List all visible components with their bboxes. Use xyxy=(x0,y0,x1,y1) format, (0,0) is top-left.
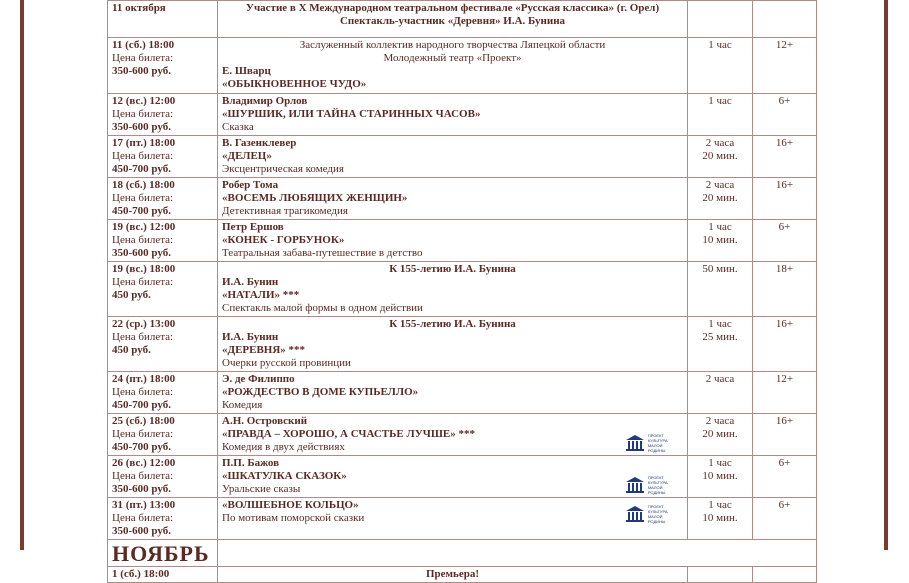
event-duration xyxy=(688,178,753,220)
event-title: «ДЕЛЕЦ» xyxy=(222,150,272,162)
event-genre: По мотивам поморской сказки xyxy=(222,512,365,524)
event-date-cell xyxy=(108,178,218,220)
event-row xyxy=(108,178,817,220)
event-info xyxy=(222,499,683,525)
event-title: «ПРАВДА – ХОРОШО, А СЧАСТЬЕ ЛУЧШЕ» *** xyxy=(222,428,476,440)
premiere-note: Премьера! xyxy=(425,568,480,580)
event-info-cell xyxy=(218,317,688,372)
logo-text-line: МАЛОЙ РОДИНЫ xyxy=(647,514,666,524)
event-row xyxy=(108,317,817,372)
repertoire-table xyxy=(107,0,817,583)
ticket-price: 450 руб. xyxy=(112,289,151,301)
event-title: «ВОЛШЕБНОЕ КОЛЬЦО» xyxy=(222,499,359,511)
logo-text xyxy=(648,475,681,495)
month-cell xyxy=(108,540,218,567)
event-age: 16+ xyxy=(753,178,817,220)
event-date-cell xyxy=(108,414,218,456)
duration-line: 50 мин. xyxy=(702,263,738,275)
event-date: 1 (сб.) 18:00 xyxy=(112,568,170,580)
event-title: «ДЕРЕВНЯ» *** xyxy=(222,344,306,356)
project-logo xyxy=(625,474,681,496)
event-duration xyxy=(688,136,753,178)
event-info-cell xyxy=(218,178,688,220)
event-duration xyxy=(688,38,753,94)
event-date-cell xyxy=(108,94,218,136)
event-row xyxy=(108,136,817,178)
event-row xyxy=(108,456,817,498)
event-duration xyxy=(688,220,753,262)
event-row xyxy=(108,372,817,414)
event-info-cell xyxy=(218,456,688,498)
event-date: 22 (ср.) 13:00 xyxy=(112,318,176,330)
event-info-cell xyxy=(218,498,688,540)
event-row xyxy=(108,262,817,317)
festival-row xyxy=(108,1,817,38)
event-date: 19 (вс.) 18:00 xyxy=(112,263,176,275)
event-info xyxy=(222,39,683,91)
duration-line: 1 час xyxy=(708,499,732,511)
event-author: И.А. Бунин xyxy=(222,276,279,288)
event-row xyxy=(108,220,817,262)
price-label: Цена билета: xyxy=(112,234,174,246)
event-info xyxy=(222,318,683,370)
price-label: Цена билета: xyxy=(112,150,174,162)
duration-line: 10 мин. xyxy=(702,470,738,482)
month-title: НОЯБРЬ xyxy=(112,541,210,566)
event-age: 12+ xyxy=(753,372,817,414)
event-genre: Эксцентрическая комедия xyxy=(222,163,344,175)
logo-text-line: МАЛОЙ РОДИНЫ xyxy=(647,443,666,453)
event-info-cell xyxy=(218,414,688,456)
event-duration xyxy=(688,567,753,583)
poster-frame xyxy=(20,0,888,580)
event-info-cell xyxy=(218,136,688,178)
event-date: 26 (вс.) 12:00 xyxy=(112,457,176,469)
event-genre: Детективная трагикомедия xyxy=(222,205,348,217)
duration-line: 1 час xyxy=(708,457,732,469)
event-date: 12 (вс.) 12:00 xyxy=(112,95,176,107)
frame-right-border xyxy=(884,0,888,550)
event-author: Петр Ершов xyxy=(222,221,284,233)
event-date: 11 (сб.) 18:00 xyxy=(112,39,175,51)
event-author: Е. Шварц xyxy=(222,65,271,77)
ticket-price: 350-600 руб. xyxy=(112,121,171,133)
ticket-price: 450 руб. xyxy=(112,344,151,356)
logo-text-line: КУЛЬТУРА xyxy=(647,509,668,514)
event-row xyxy=(108,567,817,583)
logo-text-line: МАЛОЙ РОДИНЫ xyxy=(647,485,666,495)
event-title: «НАТАЛИ» *** xyxy=(222,289,300,301)
duration-line: 2 часа xyxy=(705,137,735,149)
event-note: К 155-летию И.А. Бунина xyxy=(389,263,516,275)
event-duration xyxy=(688,456,753,498)
event-author: Владимир Орлов xyxy=(222,95,308,107)
event-title: «ШКАТУЛКА СКАЗОК» xyxy=(222,470,347,482)
event-info-cell xyxy=(218,567,688,583)
event-date-cell xyxy=(108,456,218,498)
logo-text-line: КУЛЬТУРА xyxy=(647,438,668,443)
event-date-cell xyxy=(108,38,218,94)
event-date: 31 (пт.) 13:00 xyxy=(112,499,176,511)
event-duration xyxy=(688,498,753,540)
ticket-price: 450-700 руб. xyxy=(112,205,171,217)
event-age: 16+ xyxy=(753,414,817,456)
duration-line: 2 часа xyxy=(705,373,735,385)
logo-text xyxy=(648,504,681,524)
ticket-price: 350-600 руб. xyxy=(112,65,171,77)
ticket-price: 450-700 руб. xyxy=(112,441,171,453)
duration-line: 25 мин. xyxy=(702,331,738,343)
event-duration xyxy=(688,414,753,456)
ticket-price: 350-600 руб. xyxy=(112,525,171,537)
logo-text-line: КУЛЬТУРА xyxy=(647,480,668,485)
building-icon xyxy=(625,434,645,452)
event-age: 6+ xyxy=(753,498,817,540)
event-genre: Очерки русской провинции xyxy=(222,357,351,369)
duration-line: 20 мин. xyxy=(702,150,738,162)
event-age: 16+ xyxy=(753,317,817,372)
event-age: 6+ xyxy=(753,456,817,498)
event-genre: Уральские сказы xyxy=(222,483,301,495)
event-info xyxy=(222,373,683,412)
event-title: «РОЖДЕСТВО В ДОМЕ КУПЬЕЛЛО» xyxy=(222,386,419,398)
event-age: 6+ xyxy=(753,94,817,136)
event-info xyxy=(222,263,683,315)
event-duration xyxy=(688,372,753,414)
event-note: Заслуженный коллектив народного творчества Ляпецкой области xyxy=(299,39,606,51)
duration-line: 2 часа xyxy=(705,415,735,427)
frame-left-border xyxy=(20,0,24,550)
price-label: Цена билета: xyxy=(112,386,174,398)
event-info xyxy=(222,95,683,134)
event-age: 16+ xyxy=(753,136,817,178)
event-author: Робер Тома xyxy=(222,179,279,191)
building-icon xyxy=(625,505,645,523)
event-info-cell xyxy=(218,372,688,414)
event-row xyxy=(108,498,817,540)
event-genre: Спектакль малой формы в одном действии xyxy=(222,302,423,314)
event-genre: Комедия в двух действиях xyxy=(222,441,345,453)
event-date: 25 (сб.) 18:00 xyxy=(112,415,175,427)
event-date-cell xyxy=(108,136,218,178)
month-spacer xyxy=(218,540,817,567)
event-date-cell xyxy=(108,372,218,414)
event-info xyxy=(222,221,683,260)
event-note-2: Молодежный театр «Проект» xyxy=(383,52,522,64)
price-label: Цена билета: xyxy=(112,331,174,343)
event-duration xyxy=(688,317,753,372)
duration-line: 1 час xyxy=(708,318,732,330)
event-author: И.А. Бунин xyxy=(222,331,279,343)
ticket-price: 350-600 руб. xyxy=(112,483,171,495)
event-info-cell xyxy=(218,262,688,317)
duration-line: 1 час xyxy=(708,221,732,233)
event-info xyxy=(222,415,683,454)
price-label: Цена билета: xyxy=(112,52,174,64)
event-info xyxy=(222,179,683,218)
event-row xyxy=(108,94,817,136)
event-info xyxy=(222,137,683,176)
ticket-price: 450-700 руб. xyxy=(112,399,171,411)
duration-line: 10 мин. xyxy=(702,512,738,524)
ticket-price: 350-600 руб. xyxy=(112,247,171,259)
event-author: А.Н. Островский xyxy=(222,415,308,427)
event-genre: Комедия xyxy=(222,399,263,411)
event-date-cell xyxy=(108,498,218,540)
event-title: «ШУРШИК, ИЛИ ТАЙНА СТАРИННЫХ ЧАСОВ» xyxy=(222,108,481,120)
event-author: Э. де Филиппо xyxy=(222,373,295,385)
event-info xyxy=(222,457,683,496)
event-genre: Театральная забава-путешествие в детство xyxy=(222,247,423,259)
event-author: П.П. Бажов xyxy=(222,457,280,469)
event-date: 17 (пт.) 18:00 xyxy=(112,137,176,149)
event-date-cell xyxy=(108,262,218,317)
building-icon xyxy=(625,476,645,494)
event-age xyxy=(753,567,817,583)
price-label: Цена билета: xyxy=(112,512,174,524)
event-age: 12+ xyxy=(753,38,817,94)
event-note: К 155-летию И.А. Бунина xyxy=(389,318,516,330)
event-title: «КОНЕК - ГОРБУНОК» xyxy=(222,234,345,246)
price-label: Цена билета: xyxy=(112,428,174,440)
duration-line: 10 мин. xyxy=(702,234,738,246)
ticket-price: 450-700 руб. xyxy=(112,163,171,175)
event-duration xyxy=(688,94,753,136)
price-label: Цена билета: xyxy=(112,276,174,288)
duration-line: 2 часа xyxy=(705,179,735,191)
project-logo xyxy=(625,503,681,525)
event-title: «ВОСЕМЬ ЛЮБЯЩИХ ЖЕНЩИН» xyxy=(222,192,408,204)
event-date: 18 (сб.) 18:00 xyxy=(112,179,175,191)
event-date-cell xyxy=(108,220,218,262)
logo-text-line: ПРОЕКТ xyxy=(647,433,664,438)
event-genre: Сказка xyxy=(222,121,254,133)
duration-line: 1 час xyxy=(708,39,732,51)
logo-text-line: ПРОЕКТ xyxy=(647,475,664,480)
event-row xyxy=(108,38,817,94)
logo-text xyxy=(648,433,681,453)
month-row xyxy=(108,540,817,567)
price-label: Цена билета: xyxy=(112,192,174,204)
event-info-cell xyxy=(218,94,688,136)
event-age: 18+ xyxy=(753,262,817,317)
event-info-cell xyxy=(218,220,688,262)
event-date: 24 (пт.) 18:00 xyxy=(112,373,176,385)
duration-line: 20 мин. xyxy=(702,192,738,204)
festival-date: 11 октября xyxy=(112,2,166,14)
event-info-cell xyxy=(218,38,688,94)
event-author: В. Газенклевер xyxy=(222,137,297,149)
event-duration xyxy=(688,262,753,317)
price-label: Цена билета: xyxy=(112,108,174,120)
event-date-cell xyxy=(108,317,218,372)
festival-line-1: Участие в X Международном театральном фестивале «Русская классика» (г. Орел) xyxy=(245,2,660,14)
event-date: 19 (вс.) 12:00 xyxy=(112,221,176,233)
duration-line: 1 час xyxy=(708,95,732,107)
event-age: 6+ xyxy=(753,220,817,262)
event-title: «ОБЫКНОВЕННОЕ ЧУДО» xyxy=(222,78,367,90)
event-date-cell xyxy=(108,567,218,583)
price-label: Цена билета: xyxy=(112,470,174,482)
duration-line: 20 мин. xyxy=(702,428,738,440)
logo-text-line: ПРОЕКТ xyxy=(647,504,664,509)
festival-line-2: Спектакль-участник «Деревня» И.А. Бунина xyxy=(339,15,566,27)
project-logo xyxy=(625,432,681,454)
event-row xyxy=(108,414,817,456)
